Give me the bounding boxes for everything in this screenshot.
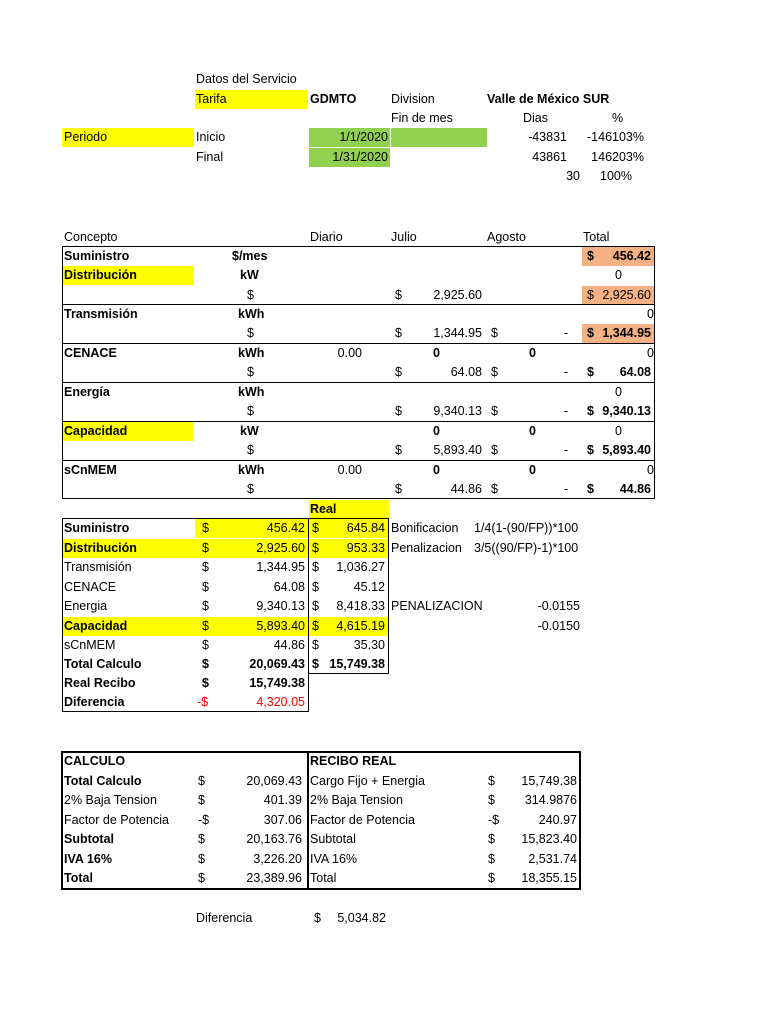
capacidad-agosto-currency: $: [491, 443, 498, 457]
calculo-row-value: 20,069.43: [246, 774, 302, 788]
distribucion-total2: 2,925.60: [602, 288, 651, 302]
summary-real-cell: [309, 617, 388, 636]
recibo-row-value: 15,823.40: [521, 832, 577, 846]
summary-label: Capacidad: [63, 617, 195, 636]
transmision-julio: 1,344.95: [433, 326, 482, 340]
summary-currency: $: [202, 580, 209, 594]
final-label: Final: [196, 150, 224, 164]
row-divider: [62, 343, 655, 344]
transmision-unit1: kWh: [238, 307, 265, 321]
scnmem-julio-currency: $: [395, 482, 402, 496]
bonificacion-formula: 1/4(1-(90/FP))*100: [474, 521, 579, 535]
summary-label: CENACE: [64, 580, 117, 594]
calculo-row-label: Total: [64, 871, 93, 885]
recibo-row-value: 240.97: [538, 813, 577, 827]
cenace-label: CENACE: [64, 346, 117, 360]
summary-label: Total Calculo: [64, 657, 142, 671]
agosto-header: Agosto: [487, 230, 526, 244]
capacidad-agosto1: 0: [529, 424, 536, 438]
summary-currency: $: [202, 560, 209, 574]
calculo-row-label: Subtotal: [64, 832, 114, 846]
scnmem-total1: 0: [647, 463, 654, 477]
capacidad-total2: 5,893.40: [602, 443, 651, 457]
diferencia-currency: $: [314, 911, 321, 925]
summary-real: 15,749.38: [329, 657, 385, 671]
calculo-row-label: IVA 16%: [64, 852, 112, 866]
scnmem-total2: 44.86: [619, 482, 651, 496]
recibo-title: RECIBO REAL: [310, 754, 397, 768]
cenace-total-currency: $: [587, 365, 594, 379]
capacidad-julio1: 0: [433, 424, 440, 438]
summary-label: Real Recibo: [64, 676, 136, 690]
summary-currency: $: [202, 541, 209, 555]
transmision-unit2: $: [247, 326, 254, 340]
summary-negative-currency: -$: [197, 695, 209, 709]
summary-real: 35.30: [353, 638, 385, 652]
calculo-row-currency: $: [198, 793, 205, 807]
summary-diferencia: 4,320.05: [256, 695, 305, 709]
periodo-label: Periodo: [62, 128, 194, 147]
calculo-row-currency: $: [198, 832, 205, 846]
scnmem-agosto: -: [564, 482, 569, 496]
recibo-row-label: Total: [310, 871, 337, 885]
cenace-julio1: 0: [433, 346, 440, 360]
distribucion-julio-currency: $: [395, 288, 402, 302]
scnmem-julio: 44.86: [450, 482, 482, 496]
summary-real-currency: $: [312, 541, 319, 555]
distribucion-unit1: kW: [240, 268, 259, 282]
summary-real: 4,615.19: [336, 619, 385, 633]
scnmem-agosto1: 0: [529, 463, 536, 477]
summary-calc: 1,344.95: [256, 560, 305, 574]
cenace-unit1: kWh: [238, 346, 265, 360]
recibo-row-value: 15,749.38: [521, 774, 577, 788]
scnmem-total-currency: $: [587, 482, 594, 496]
summary-calc: 2,925.60: [256, 541, 305, 555]
transmision-julio-currency: $: [395, 326, 402, 340]
summary-calc: 5,893.40: [256, 619, 305, 633]
transmision-total-currency: $: [587, 326, 594, 340]
recibo-row-label: Cargo Fijo + Energia: [310, 774, 425, 788]
cenace-julio-currency: $: [395, 365, 402, 379]
diario-header: Diario: [310, 230, 343, 244]
division-label: Division: [391, 92, 435, 106]
transmision-agosto-currency: $: [491, 326, 498, 340]
total-pct: 100%: [600, 169, 632, 183]
summary-real-currency: $: [312, 580, 319, 594]
energia-agosto: -: [564, 404, 569, 418]
julio-header: Julio: [391, 230, 417, 244]
scnmem-diario: 0.00: [337, 463, 362, 477]
diferencia-label: Diferencia: [196, 911, 253, 925]
summary-calc: 15,749.38: [249, 676, 305, 690]
summary-calc: 456.42: [266, 521, 305, 535]
capacidad-julio: 5,893.40: [433, 443, 482, 457]
real-header: Real: [309, 500, 389, 519]
transmision-total2: 1,344.95: [602, 326, 651, 340]
calculo-row-label: Total Calculo: [64, 774, 142, 788]
tarifa-value: GDMTO: [310, 92, 357, 106]
fin-de-mes-label: Fin de mes: [391, 111, 453, 125]
cenace-total1: 0: [647, 346, 654, 360]
cenace-unit2: $: [247, 365, 254, 379]
calculo-row-value: 23,389.96: [246, 871, 302, 885]
recibo-row-currency: $: [488, 774, 495, 788]
concept-table-frame: [62, 246, 655, 499]
concepto-header: Concepto: [64, 230, 118, 244]
calculo-row-value: 3,226.20: [253, 852, 302, 866]
final-dias: 43861: [532, 150, 567, 164]
summary-real-currency: $: [312, 638, 319, 652]
suministro-label: Suministro: [64, 249, 130, 263]
energia-total-currency: $: [587, 404, 594, 418]
summary-label: Transmisión: [64, 560, 132, 574]
summary-real-cell: [309, 539, 388, 558]
scnmem-unit2: $: [247, 482, 254, 496]
capacidad-unit2: $: [247, 443, 254, 457]
calculo-row-currency: $: [198, 852, 205, 866]
cenace-diario: 0.00: [337, 346, 362, 360]
energia-julio: 9,340.13: [433, 404, 482, 418]
division-value: Valle de México SUR: [487, 92, 610, 106]
summary-currency: $: [202, 599, 209, 613]
cenace-agosto-currency: $: [491, 365, 498, 379]
summary-currency: $: [202, 676, 209, 690]
energia-label: Energía: [64, 385, 110, 399]
recibo-row-value: 18,355.15: [521, 871, 577, 885]
summary-label: Suministro: [64, 521, 130, 535]
penalizacion-value-1: -0.0155: [537, 599, 580, 613]
transmision-total1: 0: [647, 307, 654, 321]
summary-real-currency: $: [312, 657, 319, 671]
summary-currency: $: [202, 521, 209, 535]
cenace-julio: 64.08: [450, 365, 482, 379]
summary-calc-cell: [195, 539, 308, 558]
row-divider: [62, 460, 655, 461]
recibo-row-value: 314.9876: [524, 793, 577, 807]
transmision-agosto: -: [564, 326, 569, 340]
distribucion-total1: 0: [615, 268, 622, 282]
energia-agosto-currency: $: [491, 404, 498, 418]
summary-label: Energia: [64, 599, 108, 613]
cenace-total2: 64.08: [619, 365, 651, 379]
summary-calc: 20,069.43: [249, 657, 305, 671]
recibo-row-currency: $: [488, 871, 495, 885]
energia-unit2: $: [247, 404, 254, 418]
calculo-row-value: 401.39: [263, 793, 302, 807]
service-data-title: Datos del Servicio: [196, 72, 297, 86]
recibo-row-currency: $: [488, 852, 495, 866]
summary-real-currency: $: [312, 599, 319, 613]
scnmem-agosto-currency: $: [491, 482, 498, 496]
summary-label: Distribución: [63, 539, 195, 558]
summary-real: 8,418.33: [336, 599, 385, 613]
suministro-unit: $/mes: [232, 249, 268, 263]
energia-total1: 0: [615, 385, 622, 399]
calculo-row-label: Factor de Potencia: [64, 813, 169, 827]
total-header: Total: [583, 230, 610, 244]
penalizacion-formula: 3/5((90/FP)-1)*100: [474, 541, 579, 555]
final-date: 1/31/2020: [309, 148, 390, 167]
cenace-agosto: -: [564, 365, 569, 379]
recibo-row-currency: -$: [488, 813, 500, 827]
capacidad-julio-currency: $: [395, 443, 402, 457]
distribucion-label: Distribución: [63, 266, 194, 285]
recibo-row-label: Factor de Potencia: [310, 813, 415, 827]
summary-calc-cell: [195, 617, 308, 636]
penalizacion-value-2: -0.0150: [537, 619, 580, 633]
cenace-agosto1: 0: [529, 346, 536, 360]
recibo-row-value: 2,531.74: [528, 852, 577, 866]
penalizacion-label: Penalizacion: [391, 541, 462, 555]
energia-total2: 9,340.13: [602, 404, 651, 418]
row-divider: [62, 421, 655, 422]
suministro-total: 456.42: [612, 249, 651, 263]
calculo-row-currency: $: [198, 774, 205, 788]
diferencia-value: 5,034.82: [337, 911, 386, 925]
calculo-row-value: 20,163.76: [246, 832, 302, 846]
calculo-row-label: 2% Baja Tension: [64, 793, 157, 807]
summary-real: 45.12: [353, 580, 385, 594]
scnmem-unit1: kWh: [238, 463, 265, 477]
capacidad-label: Capacidad: [63, 422, 194, 441]
capacidad-total-currency: $: [587, 443, 594, 457]
transmision-label: Transmisión: [64, 307, 138, 321]
summary-real-currency: $: [312, 521, 319, 535]
suministro-total-currency: $: [587, 249, 594, 263]
scnmem-label: sCnMEM: [64, 463, 117, 477]
calculo-title: CALCULO: [64, 754, 126, 768]
inicio-dias: -43831: [528, 130, 567, 144]
calculo-row-currency: $: [198, 871, 205, 885]
distribucion-unit2: $: [247, 288, 254, 302]
total-dias: 30: [566, 169, 580, 183]
summary-calc: 44.86: [273, 638, 305, 652]
summary-real: 645.84: [346, 521, 385, 535]
recibo-row-currency: $: [488, 793, 495, 807]
inicio-pct: -146103%: [587, 130, 644, 144]
row-divider: [62, 382, 655, 383]
summary-real: 953.33: [346, 541, 385, 555]
energia-unit1: kWh: [238, 385, 265, 399]
scnmem-julio1: 0: [433, 463, 440, 477]
summary-calc: 9,340.13: [256, 599, 305, 613]
summary-currency: $: [202, 619, 209, 633]
penalizacion-caps-label: PENALIZACION: [391, 599, 483, 613]
summary-label: sCnMEM: [64, 638, 116, 652]
summary-calc: 64.08: [273, 580, 305, 594]
capacidad-total1: 0: [615, 424, 622, 438]
summary-currency: $: [202, 657, 209, 671]
bonificacion-label: Bonificacion: [391, 521, 459, 535]
inicio-fin-de-mes: [391, 128, 487, 147]
row-divider: [62, 304, 655, 305]
recibo-row-label: Subtotal: [310, 832, 356, 846]
summary-calc-cell: [195, 519, 308, 538]
inicio-date: 1/1/2020: [309, 128, 390, 147]
calculo-row-currency: -$: [198, 813, 210, 827]
tarifa-label: Tarifa: [195, 90, 308, 109]
final-pct: 146203%: [591, 150, 644, 164]
inicio-label: Inicio: [196, 130, 226, 144]
recibo-row-currency: $: [488, 832, 495, 846]
pct-header: %: [612, 111, 624, 125]
summary-currency: $: [202, 638, 209, 652]
distribucion-total-currency: $: [587, 288, 594, 302]
summary-real-cell: [309, 519, 388, 538]
recibo-row-label: 2% Baja Tension: [310, 793, 403, 807]
capacidad-agosto: -: [564, 443, 569, 457]
dias-header: Dias: [523, 111, 549, 125]
summary-real: 1,036.27: [336, 560, 385, 574]
energia-julio-currency: $: [395, 404, 402, 418]
capacidad-unit1: kW: [240, 424, 259, 438]
summary-real-currency: $: [312, 560, 319, 574]
calculo-row-value: 307.06: [263, 813, 302, 827]
distribucion-julio: 2,925.60: [433, 288, 482, 302]
summary-label: Diferencia: [64, 695, 125, 709]
summary-real-currency: $: [312, 619, 319, 633]
compare-table-divider: [307, 751, 309, 890]
recibo-row-label: IVA 16%: [310, 852, 358, 866]
